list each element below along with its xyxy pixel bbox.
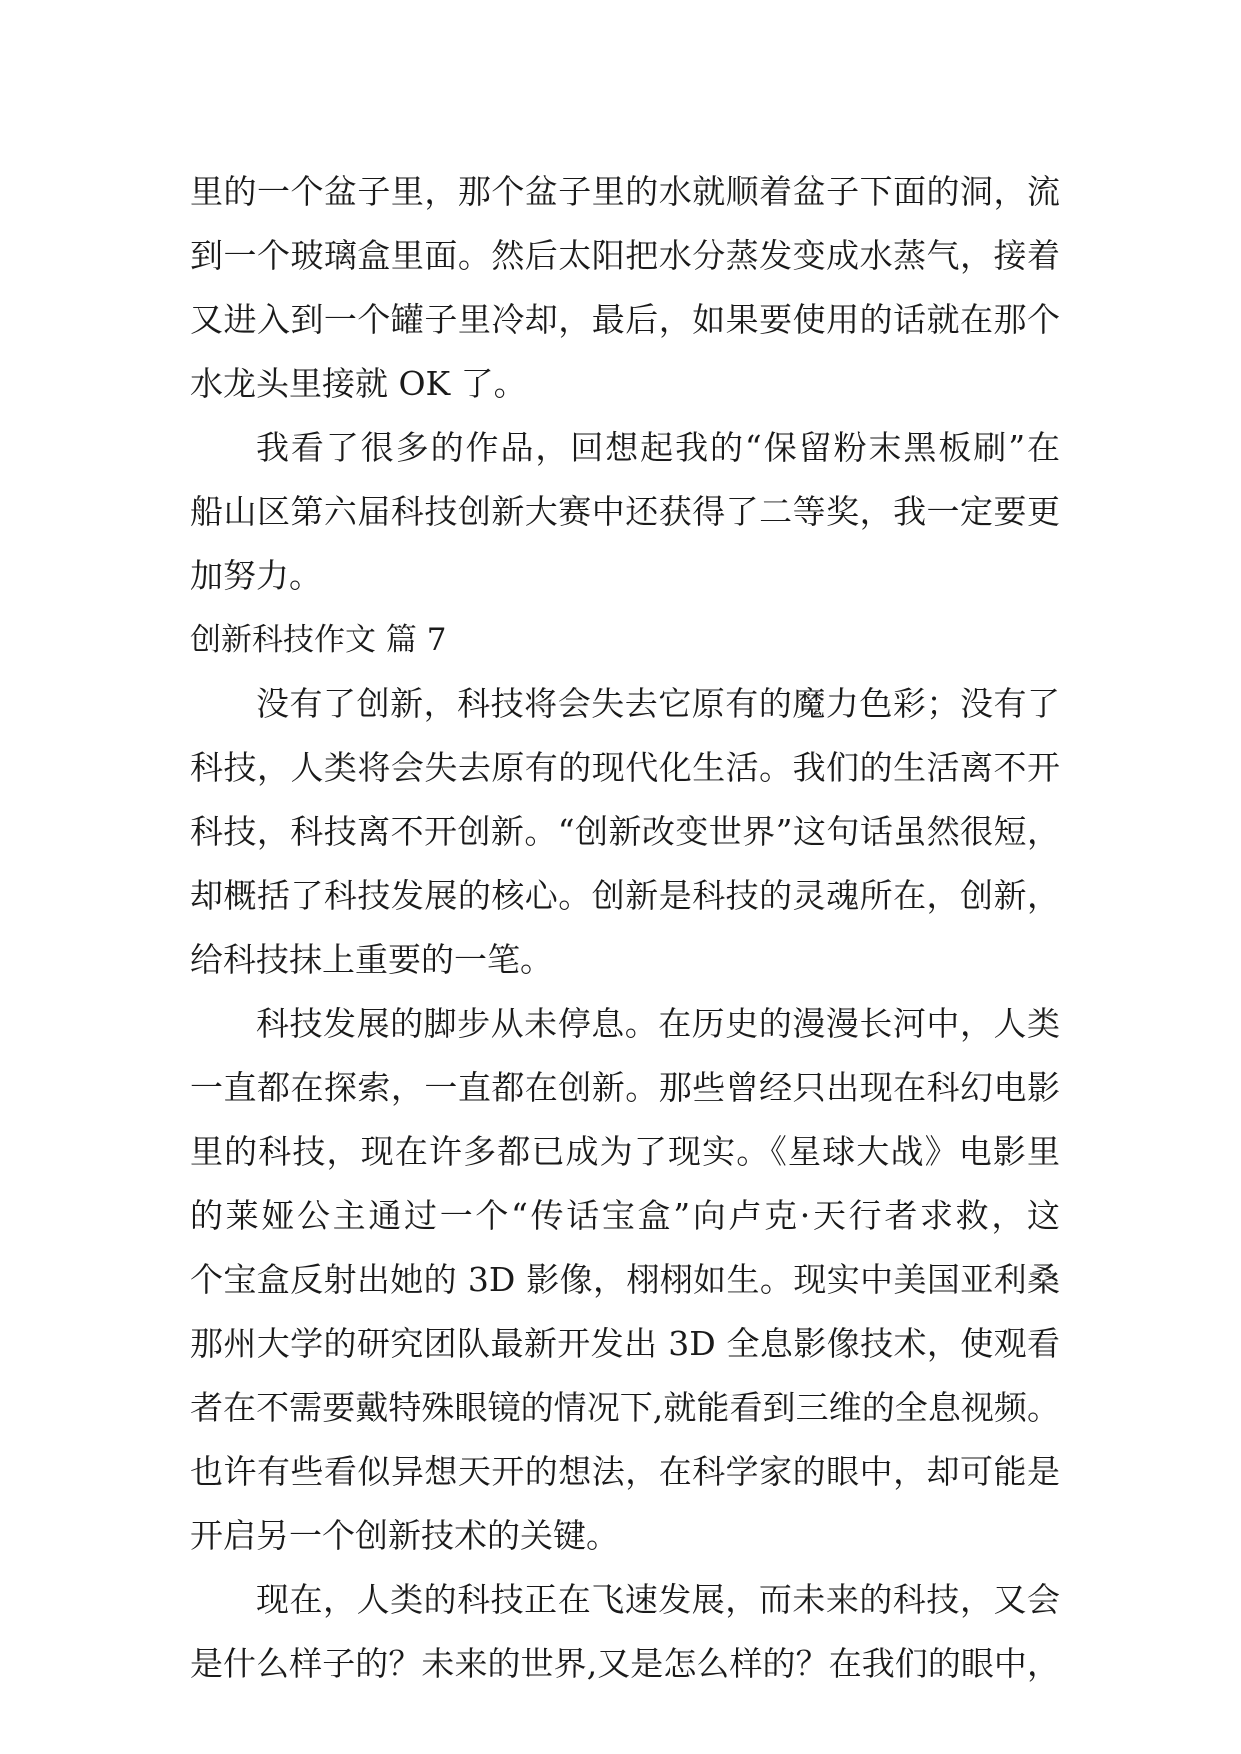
text-line: 那州大学的研究团队最新开发出 3D 全息影像技术，使观看: [190, 1324, 1060, 1363]
paragraph: [190, 992, 1060, 1568]
text-line: 者在不需要戴特殊眼镜的情况下,就能看到三维的全息视频。: [190, 1388, 1060, 1427]
text-line: 到一个玻璃盒里面。然后太阳把水分蒸发变成水蒸气，接着: [190, 236, 1060, 275]
text-line: 加努力。: [190, 556, 322, 595]
text-line: 船山区第六届科技创新大赛中还获得了二等奖，我一定要更: [190, 492, 1060, 531]
text-line: 的莱娅公主通过一个“传话宝盒”向卢克·天行者求救，这: [190, 1196, 1060, 1235]
text-line: 里的科技，现在许多都已成为了现实。《星球大战》电影里: [190, 1132, 1060, 1171]
text-line: 水龙头里接就 OK 了。: [190, 364, 527, 403]
text-line: 科技，科技离不开创新。“创新改变世界”这句话虽然很短，: [190, 812, 1060, 851]
paragraph: [190, 1568, 1060, 1696]
heading-text: 创新科技作文 篇 7: [190, 622, 447, 658]
text-line: 科技，人类将会失去原有的现代化生活。我们的生活离不开: [190, 748, 1060, 787]
text-line: 却概括了科技发展的核心。创新是科技的灵魂所在，创新，: [190, 876, 1060, 915]
section-heading: [190, 608, 1060, 672]
paragraph: [190, 416, 1060, 608]
text-line: 个宝盒反射出她的 3D 影像，栩栩如生。现实中美国亚利桑: [190, 1260, 1060, 1299]
text-line: 科技发展的脚步从未停息。在历史的漫漫长河中，人类: [256, 1004, 1060, 1043]
text-line: 一直都在探索，一直都在创新。那些曾经只出现在科幻电影: [190, 1068, 1060, 1107]
text-line: 开启另一个创新技术的关键。: [190, 1516, 619, 1555]
paragraph: [190, 672, 1060, 992]
text-line: 又进入到一个罐子里冷却，最后，如果要使用的话就在那个: [190, 300, 1060, 339]
text-line: 里的一个盆子里，那个盆子里的水就顺着盆子下面的洞，流: [190, 172, 1060, 211]
text-line: 给科技抹上重要的一笔。: [190, 940, 553, 979]
paragraph: [190, 160, 1060, 416]
document-page: [190, 160, 1060, 1696]
text-line: 我看了很多的作品，回想起我的“保留粉末黑板刷”在: [256, 428, 1060, 467]
text-line: 现在，人类的科技正在飞速发展，而未来的科技，又会: [256, 1580, 1060, 1619]
text-line: 没有了创新，科技将会失去它原有的魔力色彩；没有了: [256, 684, 1060, 723]
text-line: 是什么样子的？未来的世界,又是怎么样的？在我们的眼中，: [190, 1644, 1060, 1683]
text-line: 也许有些看似异想天开的想法，在科学家的眼中，却可能是: [190, 1452, 1060, 1491]
